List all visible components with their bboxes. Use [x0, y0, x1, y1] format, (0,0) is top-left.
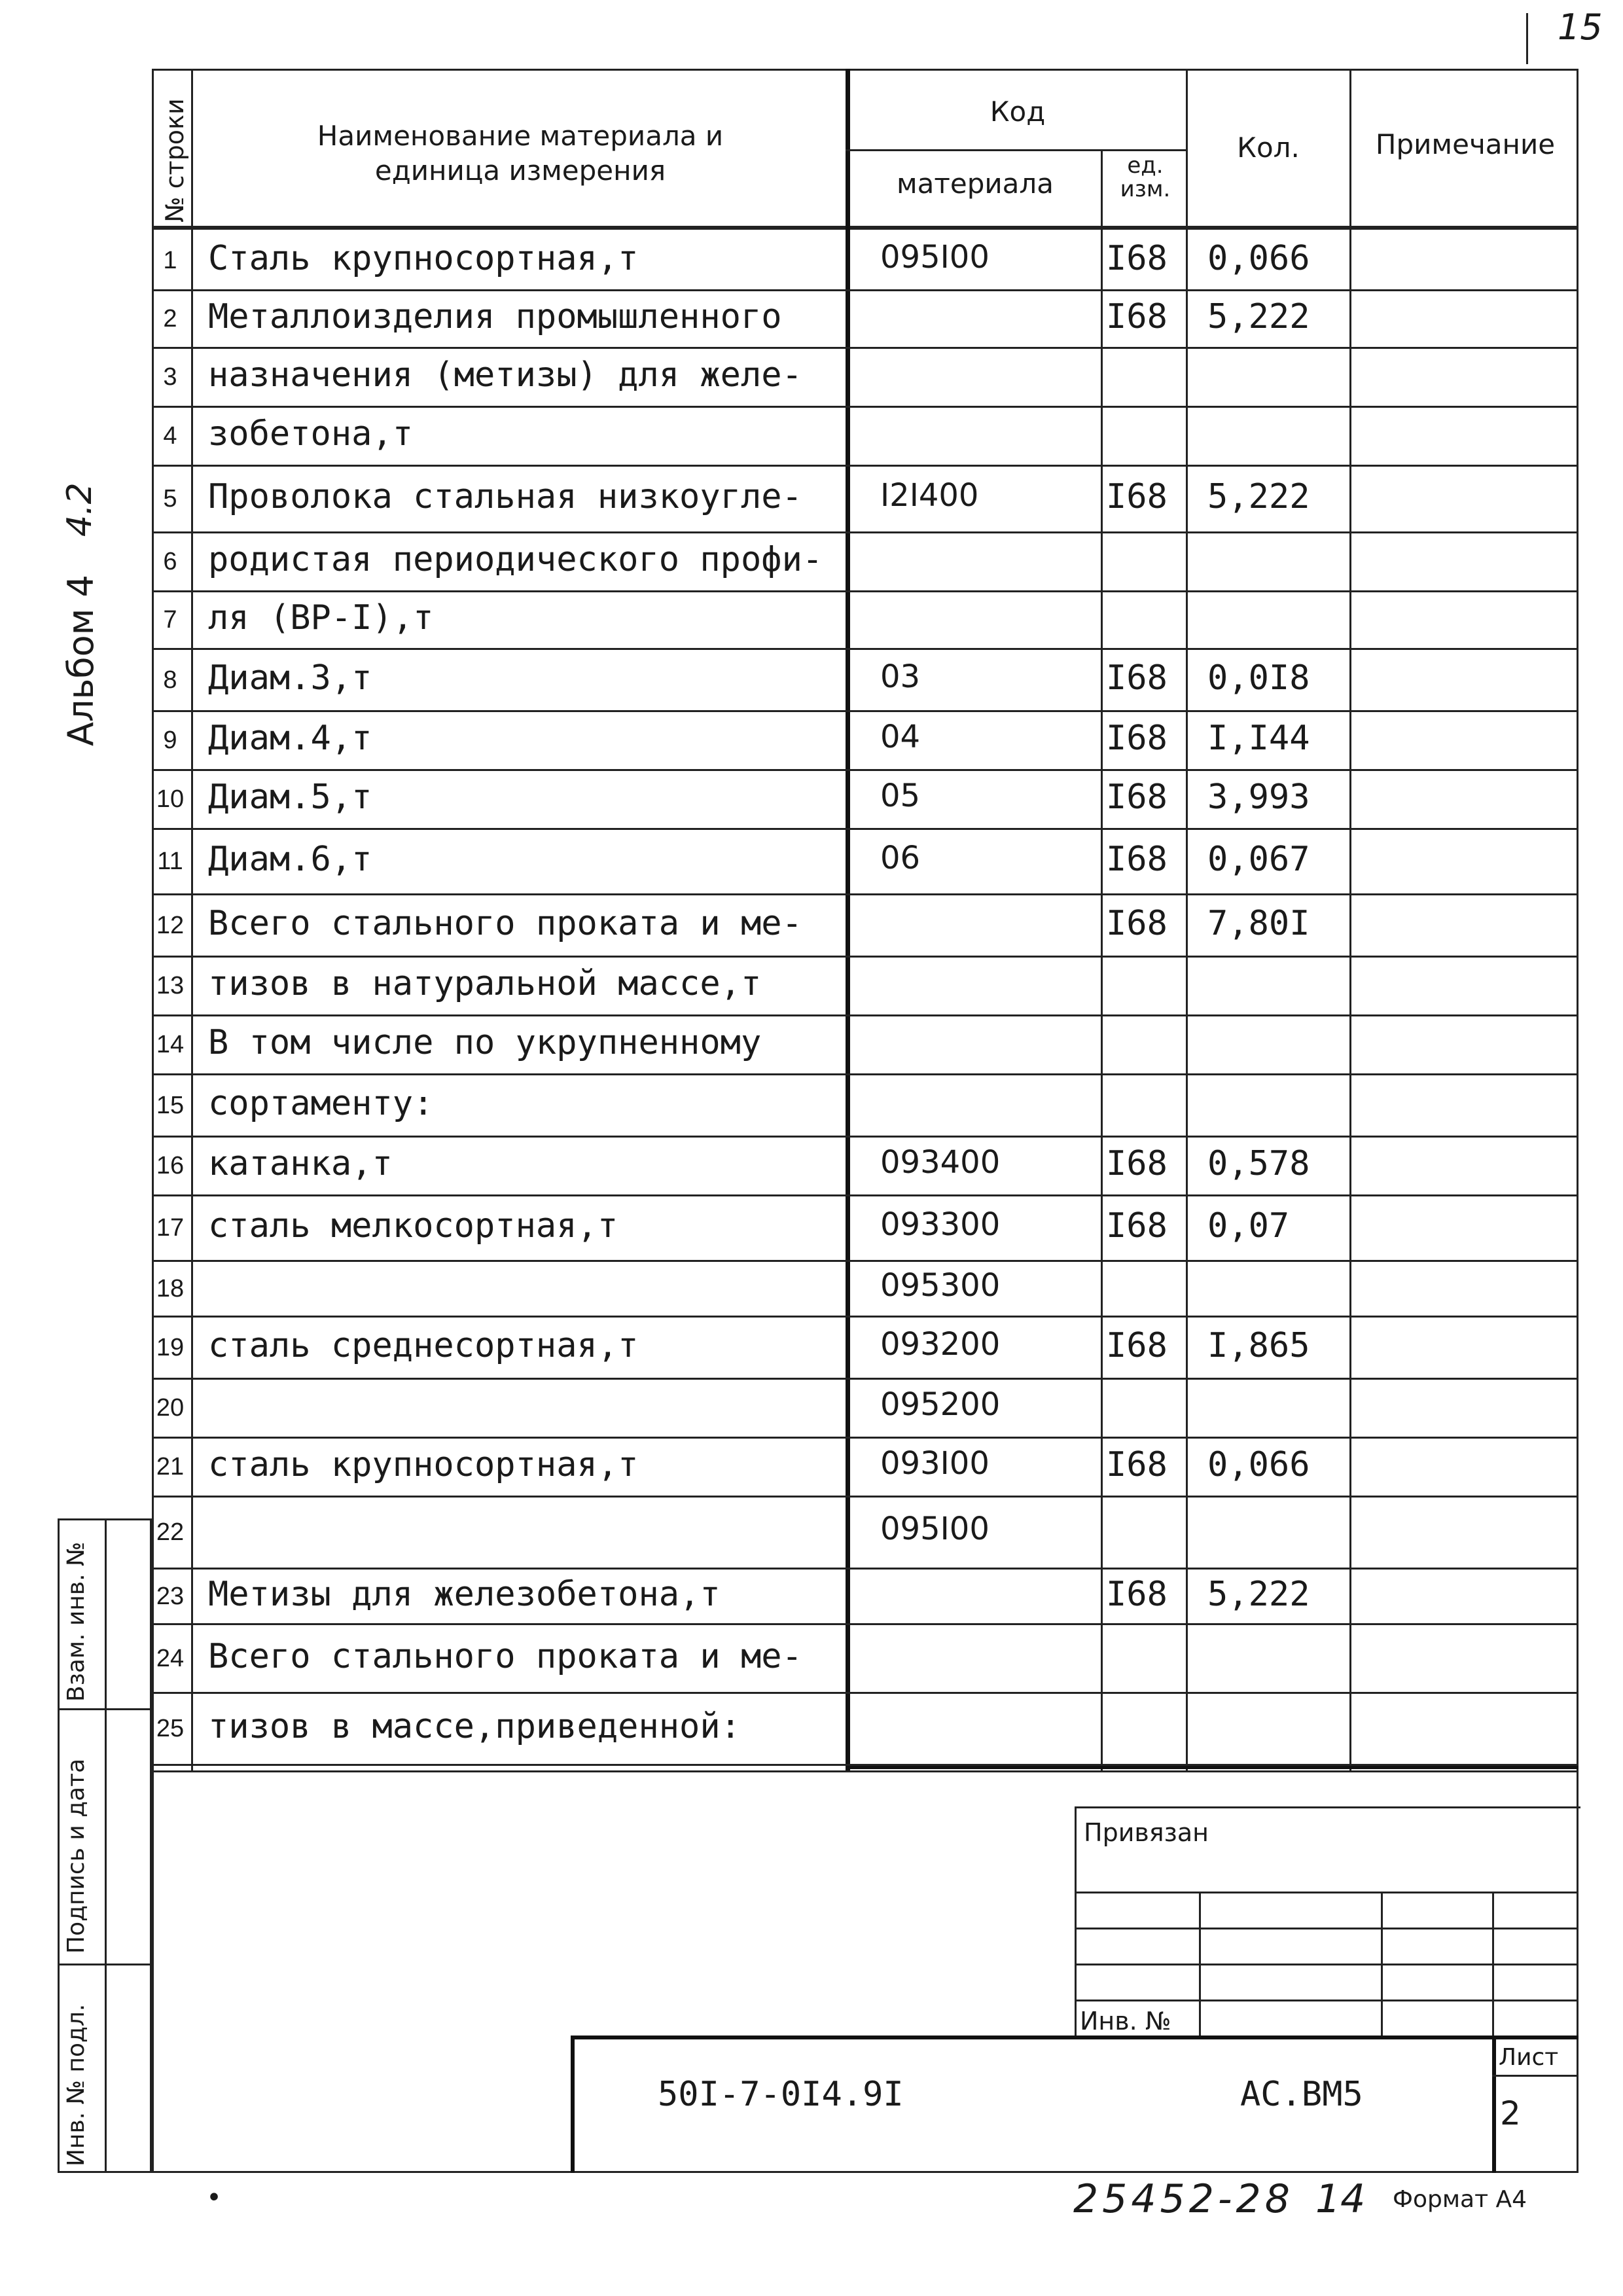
row-separator [152, 1568, 1578, 1570]
row-material-name: сталь среднесортная,т [208, 1325, 639, 1365]
row-separator [152, 1260, 1578, 1262]
row-number: 14 [156, 1031, 185, 1058]
row-separator [152, 465, 1578, 467]
row-quantity: 0,067 [1207, 840, 1310, 879]
row-number: 20 [156, 1394, 185, 1422]
row-number: 17 [156, 1214, 185, 1242]
row-material-code: 05 [880, 778, 921, 814]
row-unit-code: I68 [1106, 903, 1168, 943]
row-number: 16 [156, 1152, 185, 1179]
row-unit-code: I68 [1106, 658, 1168, 698]
row-material-name: Проволока стальная низкоугле- [208, 477, 802, 516]
row-number: 1 [163, 247, 177, 274]
corner-bar [1526, 13, 1528, 64]
privyazan-vline3 [1492, 1892, 1494, 2036]
row-quantity: 0,07 [1207, 1206, 1290, 1246]
privyazan-line4 [1075, 2000, 1578, 2001]
title-left-line [571, 2036, 575, 2173]
side-stamp-line2 [58, 1964, 152, 1965]
row-quantity: I,865 [1207, 1325, 1310, 1365]
col-qty-line [1349, 69, 1351, 1770]
row-material-name: родистая периодического профи- [208, 540, 823, 579]
album-handwritten: 4.2 [60, 482, 99, 537]
footer-handwritten-no: 25452-28 [1073, 2176, 1294, 2222]
row-material-name: Всего стального проката и ме- [208, 1636, 802, 1676]
footer-format: Формат А4 [1393, 2186, 1527, 2213]
row-number: 5 [163, 485, 177, 512]
privyazan-vline2 [1381, 1892, 1383, 2036]
row-quantity: 0,578 [1207, 1144, 1310, 1183]
side-stamp-divider [105, 1518, 107, 2173]
row-material-name: ля (ВР-I),т [208, 598, 434, 637]
row-separator [152, 1136, 1578, 1138]
row-quantity: 5,222 [1207, 297, 1310, 336]
col-name-line [846, 69, 850, 1770]
row-separator [152, 828, 1578, 830]
row-number: 15 [156, 1091, 185, 1119]
sheet-no: 2 [1500, 2094, 1521, 2132]
privyazan-label: Привязан [1084, 1818, 1209, 1847]
row-quantity: 3,993 [1207, 778, 1310, 817]
doc-mark: АС.ВМ5 [1240, 2075, 1363, 2114]
row-separator [152, 1073, 1578, 1075]
row-unit-code: I68 [1106, 1325, 1168, 1365]
row-material-name: сортаменту: [208, 1083, 434, 1123]
header-name: Наименование материала и единица измерения [317, 120, 724, 187]
col-num-line [191, 69, 193, 1770]
row-unit-code: I68 [1106, 477, 1168, 516]
row-separator [152, 1496, 1578, 1498]
footer-page-hand: 14 [1315, 2176, 1366, 2222]
row-separator [152, 590, 1578, 592]
row-number: 12 [156, 911, 185, 939]
row-number: 25 [156, 1715, 185, 1742]
row-material-code: 04 [880, 719, 921, 755]
row-separator [152, 289, 1578, 291]
row-separator [152, 531, 1578, 533]
row-separator [152, 648, 1578, 650]
row-number: 4 [163, 422, 177, 450]
row-material-name: В том числе по укрупненному [208, 1023, 762, 1062]
row-quantity: 0,0I8 [1207, 658, 1310, 698]
row-number: 18 [156, 1274, 185, 1302]
table-end-line [152, 1770, 1578, 1772]
row-unit-code: I68 [1106, 1206, 1168, 1246]
row-material-name: Диам.6,т [208, 840, 372, 879]
header-code: Код [990, 96, 1046, 128]
col-code-line [1101, 149, 1103, 1770]
row-quantity: I,I44 [1207, 719, 1310, 758]
row-unit-code: I68 [1106, 1574, 1168, 1614]
side-stamp-line1 [58, 1708, 152, 1710]
side-inv-podl: Инв. № подл. [63, 2003, 90, 2166]
row-separator [152, 1623, 1578, 1625]
row-number: 3 [163, 363, 177, 391]
row-material-code: 095I00 [880, 239, 990, 276]
row-separator [152, 1692, 1578, 1694]
row-separator [152, 956, 1578, 958]
row-number: 10 [156, 785, 185, 813]
privyazan-line2 [1075, 1928, 1578, 1929]
privyazan-vline1 [1199, 1892, 1201, 2036]
row-number: 2 [163, 305, 177, 332]
row-number: 8 [163, 666, 177, 694]
row-separator [152, 1014, 1578, 1016]
row-separator [152, 1437, 1578, 1439]
row-material-name: Металлоизделия промышленного [208, 297, 782, 336]
row-material-name: Диам.3,т [208, 658, 372, 698]
row-number: 22 [156, 1518, 185, 1546]
row-material-name: назначения (метизы) для желе- [208, 355, 802, 395]
row-number: 24 [156, 1644, 185, 1672]
row-material-code: 093I00 [880, 1445, 990, 1482]
header-bottom-line [152, 226, 1578, 230]
row-quantity: 0,066 [1207, 239, 1310, 278]
row-number: 11 [157, 848, 183, 875]
row-separator [152, 769, 1578, 771]
row-unit-code: I68 [1106, 778, 1168, 817]
row-quantity: 7,80I [1207, 903, 1310, 943]
row-unit-code: I68 [1106, 840, 1168, 879]
header-qty: Кол. [1237, 132, 1300, 164]
corner-mark: 15 [1558, 7, 1603, 48]
row-separator [152, 710, 1578, 712]
row-quantity: 5,222 [1207, 477, 1310, 516]
row-number: 6 [163, 548, 177, 575]
row-material-name: зобетона,т [208, 414, 414, 454]
row-material-name: сталь крупносортная,т [208, 1445, 639, 1484]
row-number: 23 [156, 1582, 185, 1610]
row-material-name: сталь мелкосортная,т [208, 1206, 618, 1246]
side-vzam: Взам. инв. № [63, 1541, 90, 1702]
row-unit-code: I68 [1106, 719, 1168, 758]
row-number: 21 [156, 1453, 185, 1480]
row-quantity: 5,222 [1207, 1574, 1310, 1614]
sheet-label: Лист [1499, 2044, 1559, 2071]
code-split-line [846, 149, 1186, 151]
row-material-code: 095200 [880, 1386, 1001, 1423]
row-material-code: 095I00 [880, 1511, 990, 1547]
row-material-code: 093300 [880, 1206, 1001, 1243]
header-code-material: материала [896, 168, 1054, 200]
side-podpis: Подпись и дата [63, 1758, 90, 1954]
row-material-name: Метизы для железобетона,т [208, 1574, 721, 1614]
row-separator [152, 1316, 1578, 1318]
row-separator [152, 347, 1578, 349]
row-material-name: тизов в натуральной массе,т [208, 964, 762, 1003]
title-sheet-split [1492, 2075, 1578, 2077]
row-unit-code: I68 [1106, 239, 1168, 278]
row-material-name: Диам.4,т [208, 719, 372, 758]
row-material-code: 093400 [880, 1144, 1001, 1181]
privyazan-line3 [1075, 1964, 1578, 1965]
col-unit-line [1186, 69, 1188, 1770]
row-material-name: Диам.5,т [208, 778, 372, 817]
row-material-name: тизов в массе,приведенной: [208, 1707, 741, 1746]
row-material-code: 06 [880, 840, 921, 876]
inv-no-label: Инв. № [1080, 2007, 1171, 2036]
row-separator [152, 893, 1578, 895]
footer-dot: • [206, 2183, 223, 2213]
row-unit-code: I68 [1106, 1144, 1168, 1183]
title-sheet-line [1492, 2036, 1496, 2173]
row-number: 13 [156, 972, 185, 999]
row-material-code: 03 [880, 658, 921, 695]
row-separator [152, 1764, 1578, 1766]
album-label: Альбом 4 [60, 575, 101, 746]
row-material-name: катанка,т [208, 1144, 393, 1183]
header-note: Примечание [1375, 128, 1556, 160]
row-material-code: I2I400 [880, 477, 979, 514]
row-separator [152, 1194, 1578, 1196]
row-number: 7 [163, 606, 177, 634]
row-material-code: 093200 [880, 1325, 1001, 1363]
doc-code: 50I-7-0I4.9I [658, 2075, 904, 2114]
row-separator [152, 1378, 1578, 1380]
row-material-name: Сталь крупносортная,т [208, 239, 639, 278]
row-separator [152, 406, 1578, 408]
header-code-unit: ед. изм. [1120, 152, 1171, 202]
row-unit-code: I68 [1106, 297, 1168, 336]
header-row-no: № строки [160, 98, 189, 223]
row-unit-code: I68 [1106, 1445, 1168, 1484]
row-number: 19 [156, 1333, 185, 1361]
row-quantity: 0,066 [1207, 1445, 1310, 1484]
row-material-code: 095300 [880, 1266, 1001, 1304]
privyazan-line1 [1075, 1892, 1578, 1893]
row-number: 9 [163, 726, 177, 754]
title-top-line [571, 2036, 1578, 2039]
row-material-name: Всего стального проката и ме- [208, 903, 802, 943]
